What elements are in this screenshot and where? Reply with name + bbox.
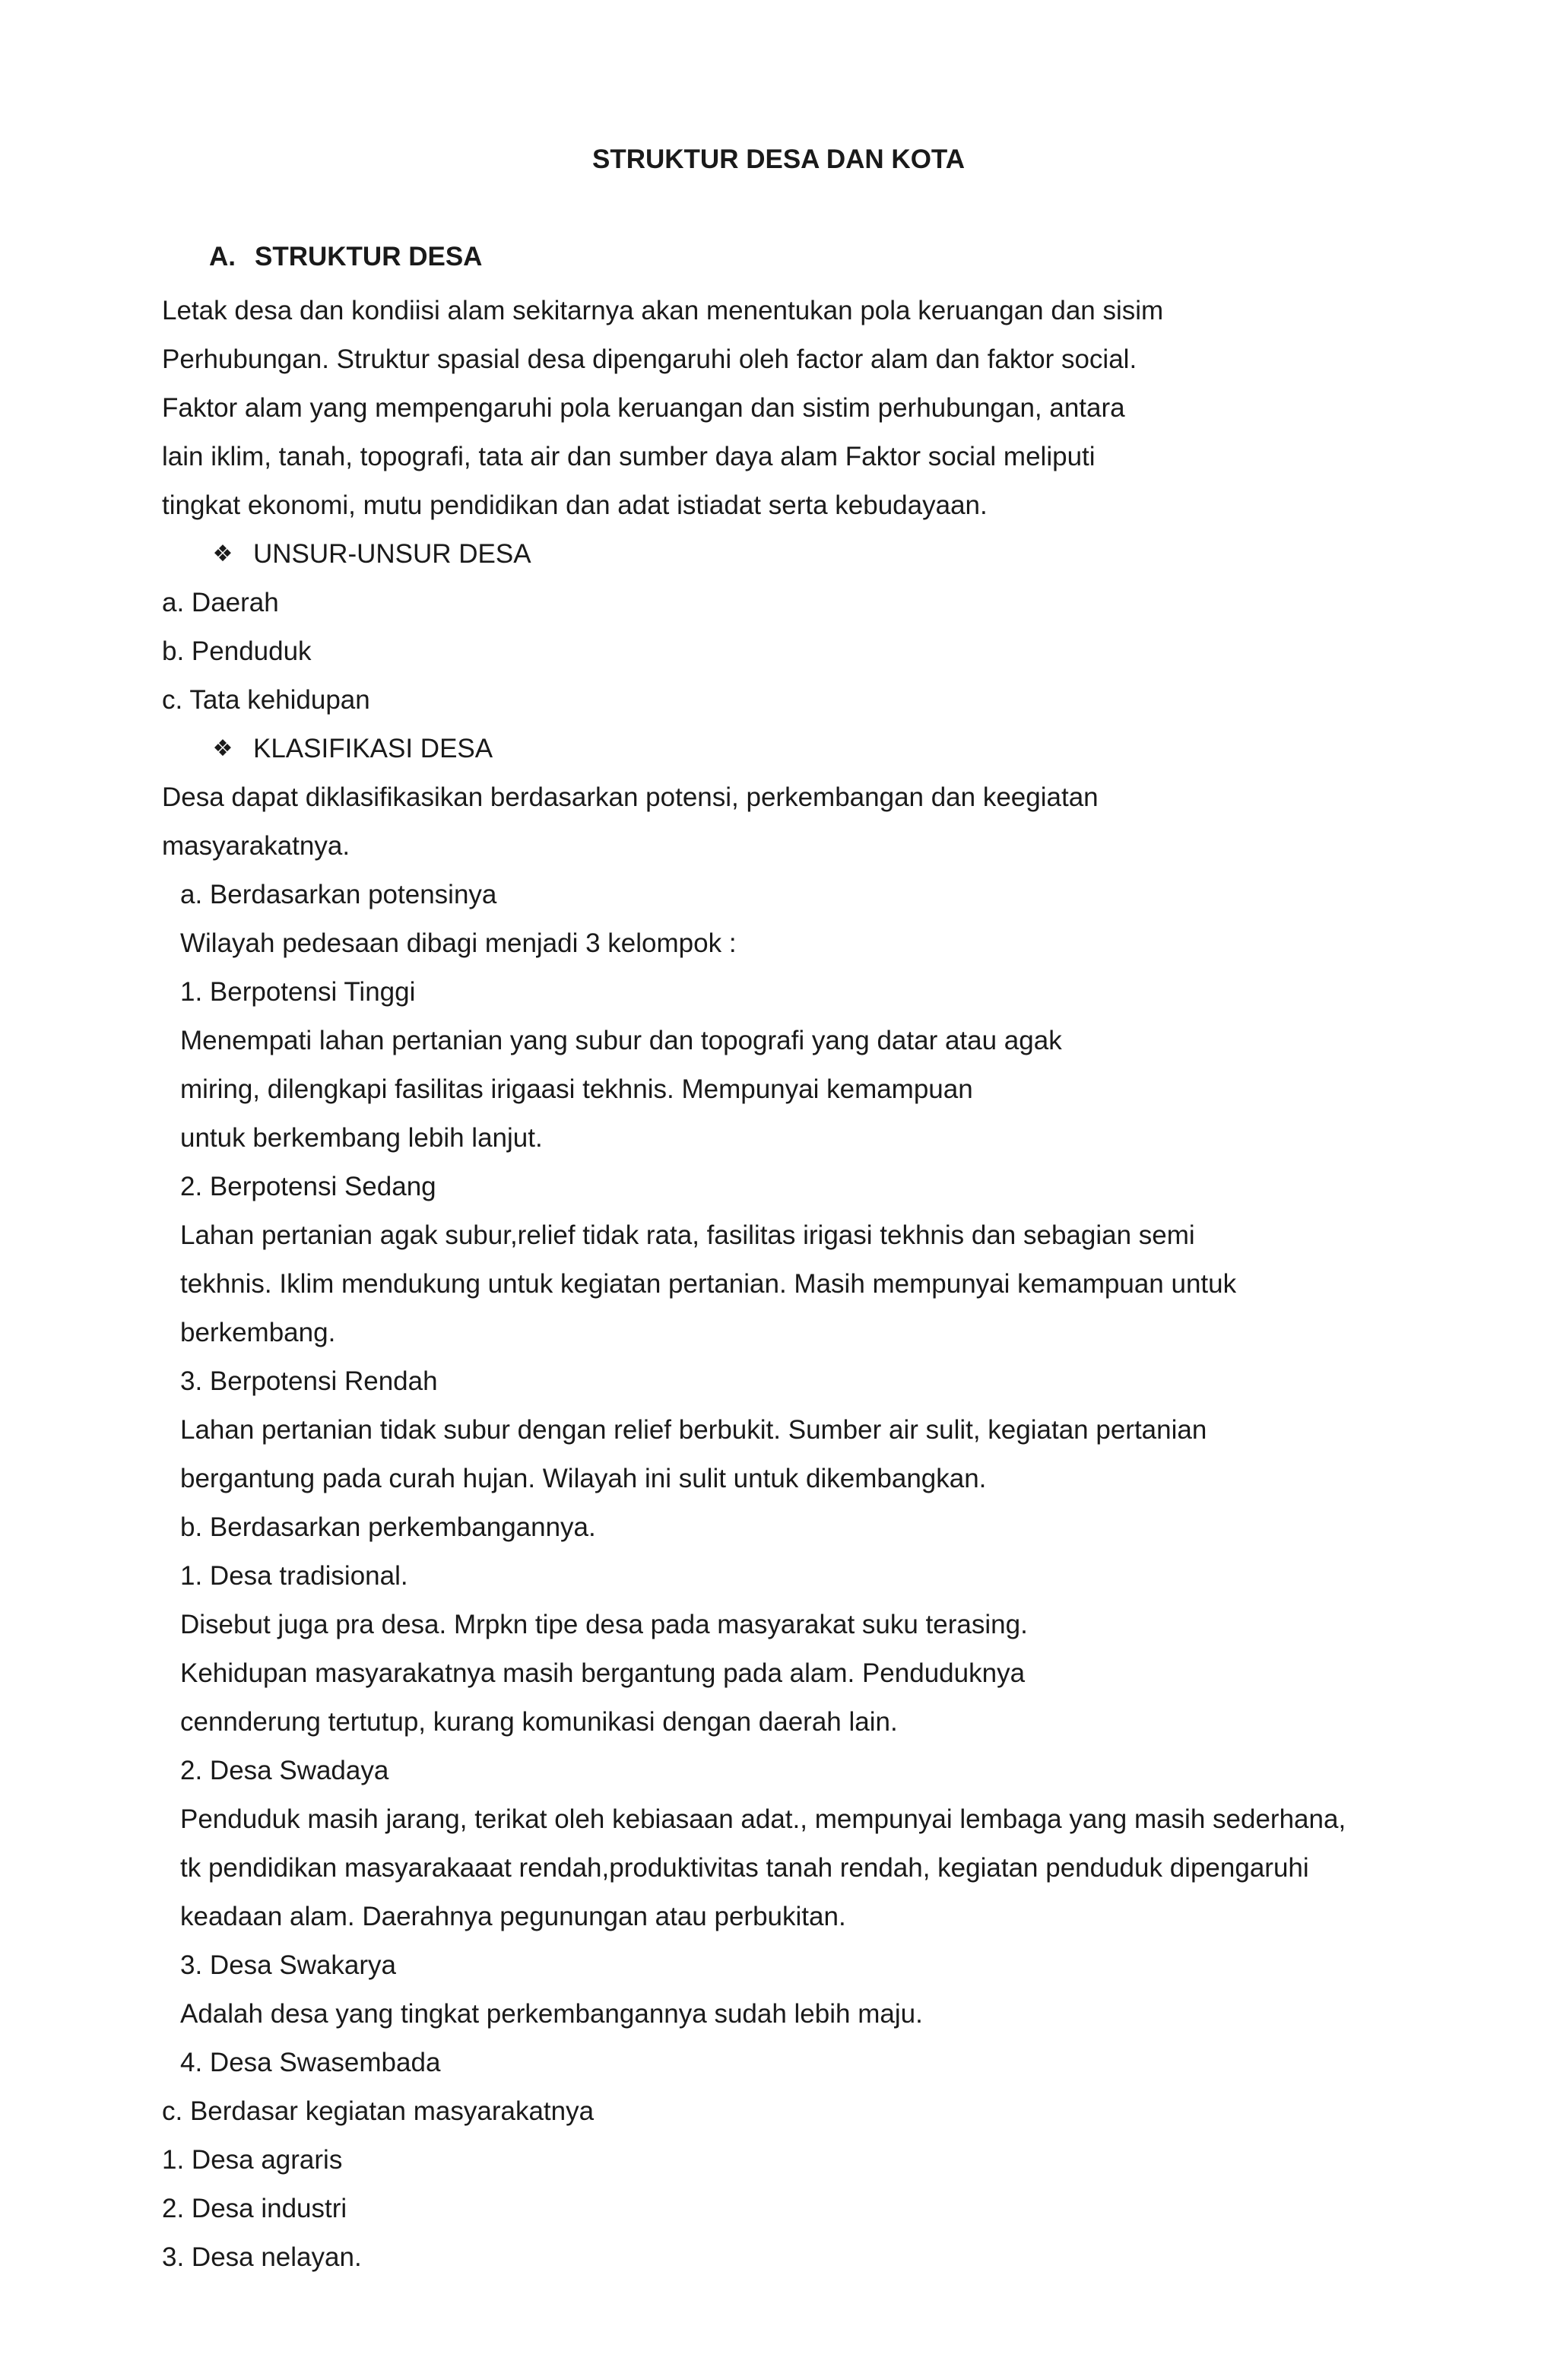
text-line	[0, 1163, 1557, 1211]
text-line	[0, 1503, 1557, 1552]
text-line	[0, 2185, 1557, 2233]
line-text: tingkat ekonomi, mutu pendidikan dan adat istiadat serta kebudayaan.	[162, 490, 988, 520]
text-line	[0, 773, 1557, 822]
text-line	[0, 2087, 1557, 2136]
text-line	[0, 1601, 1557, 1649]
line-text: a. Berdasarkan potensinya	[180, 880, 497, 909]
line-text: berkembang.	[180, 1318, 336, 1347]
bullet-heading	[0, 725, 1557, 773]
text-line	[0, 968, 1557, 1017]
line-text: Perhubungan. Struktur spasial desa dipengaruhi oleh factor alam dan faktor social.	[162, 344, 1137, 374]
line-text: Lahan pertanian agak subur,relief tidak rata, fasilitas irigasi tekhnis dan sebagian semi	[180, 1220, 1195, 1250]
line-text: b. Penduduk	[162, 636, 312, 666]
section-number: A.	[209, 242, 236, 271]
text-line	[0, 1795, 1557, 1844]
text-line	[0, 676, 1557, 725]
text-line	[0, 1844, 1557, 1893]
line-text: Lahan pertanian tidak subur dengan relief berbukit. Sumber air sulit, kegiatan pertanian	[180, 1415, 1207, 1445]
text-line	[0, 1065, 1557, 1114]
text-line	[0, 1747, 1557, 1795]
line-text: keadaan alam. Daerahnya pegunungan atau perbukitan.	[180, 1902, 846, 1931]
line-text: c. Tata kehidupan	[162, 685, 370, 715]
line-text: c. Berdasar kegiatan masyarakatnya	[162, 2096, 595, 2126]
text-line	[0, 1260, 1557, 1309]
line-text: Kehidupan masyarakatnya masih bergantung pada alam. Penduduknya	[180, 1658, 1026, 1688]
line-text: KLASIFIKASI DESA	[253, 734, 493, 763]
text-line	[0, 1941, 1557, 1990]
text-line	[0, 1455, 1557, 1503]
text-line	[0, 2233, 1557, 2282]
text-line	[0, 481, 1557, 530]
text-line	[0, 287, 1557, 335]
line-text: 2. Desa industri	[162, 2194, 347, 2223]
diamond-bullet-icon: ❖	[212, 736, 233, 761]
document-body	[0, 287, 1557, 2282]
text-line	[0, 2039, 1557, 2087]
line-text: Wilayah pedesaan dibagi menjadi 3 kelompok :	[180, 928, 737, 958]
text-line	[0, 1649, 1557, 1698]
text-line	[0, 579, 1557, 627]
document-title: STRUKTUR DESA DAN KOTA	[592, 144, 965, 174]
section-heading	[209, 239, 482, 275]
line-text: cennderung tertutup, kurang komunikasi dengan daerah lain.	[180, 1707, 898, 1737]
line-text: a. Daerah	[162, 588, 279, 617]
text-line	[0, 2136, 1557, 2185]
text-line	[0, 1211, 1557, 1260]
line-text: lain iklim, tanah, topografi, tata air dan sumber daya alam Faktor social meliputi	[162, 442, 1096, 471]
line-text: Adalah desa yang tingkat perkembangannya sudah lebih maju.	[180, 1999, 923, 2029]
text-line	[0, 1114, 1557, 1163]
text-line	[0, 433, 1557, 481]
line-text: 2. Berpotensi Sedang	[180, 1172, 436, 1201]
line-text: 2. Desa Swadaya	[180, 1756, 389, 1785]
line-text: 3. Desa nelayan.	[162, 2242, 362, 2272]
line-text: Faktor alam yang mempengaruhi pola keruangan dan sistim perhubungan, antara	[162, 393, 1125, 423]
text-line	[0, 335, 1557, 384]
line-text: Disebut juga pra desa. Mrpkn tipe desa pada masyarakat suku terasing.	[180, 1610, 1028, 1639]
text-line	[0, 1990, 1557, 2039]
line-text: 1. Desa tradisional.	[180, 1561, 408, 1591]
text-line	[0, 627, 1557, 676]
text-line	[0, 1552, 1557, 1601]
text-line	[0, 1698, 1557, 1747]
text-line	[0, 1017, 1557, 1065]
line-text: 3. Desa Swakarya	[180, 1950, 397, 1980]
line-text: untuk berkembang lebih lanjut.	[180, 1123, 543, 1153]
text-line	[0, 919, 1557, 968]
line-text: Menempati lahan pertanian yang subur dan topografi yang datar atau agak	[180, 1026, 1062, 1055]
diamond-bullet-icon: ❖	[212, 541, 233, 566]
text-line	[0, 1309, 1557, 1357]
line-text: miring, dilengkapi fasilitas irigaasi tekhnis. Mempunyai kemampuan	[180, 1074, 973, 1104]
line-text: 1. Desa agraris	[162, 2145, 343, 2175]
bullet-heading	[0, 530, 1557, 579]
text-line	[0, 1406, 1557, 1455]
line-text: UNSUR-UNSUR DESA	[253, 539, 531, 569]
line-text: 3. Berpotensi Rendah	[180, 1366, 438, 1396]
line-text: masyarakatnya.	[162, 831, 350, 861]
text-line	[0, 822, 1557, 871]
line-text: Penduduk masih jarang, terikat oleh kebiasaan adat., mempunyai lembaga yang masih sederhana,	[180, 1804, 1346, 1834]
line-text: Letak desa dan kondiisi alam sekitarnya akan menentukan pola keruangan dan sisim	[162, 296, 1164, 325]
line-text: 4. Desa Swasembada	[180, 2048, 441, 2077]
text-line	[0, 1893, 1557, 1941]
line-text: tekhnis. Iklim mendukung untuk kegiatan pertanian. Masih mempunyai kemampuan untuk	[180, 1269, 1237, 1299]
line-text: 1. Berpotensi Tinggi	[180, 977, 416, 1007]
text-line	[0, 1357, 1557, 1406]
line-text: Desa dapat diklasifikasikan berdasarkan potensi, perkembangan dan keegiatan	[162, 782, 1099, 812]
line-text: tk pendidikan masyarakaaat rendah,produktivitas tanah rendah, kegiatan penduduk dipengaruhi	[180, 1853, 1309, 1883]
line-text: bergantung pada curah hujan. Wilayah ini sulit untuk dikembangkan.	[180, 1464, 987, 1493]
text-line	[0, 384, 1557, 433]
line-text: b. Berdasarkan perkembangannya.	[180, 1512, 596, 1542]
text-line	[0, 871, 1557, 919]
section-heading-text: STRUKTUR DESA	[255, 242, 483, 271]
